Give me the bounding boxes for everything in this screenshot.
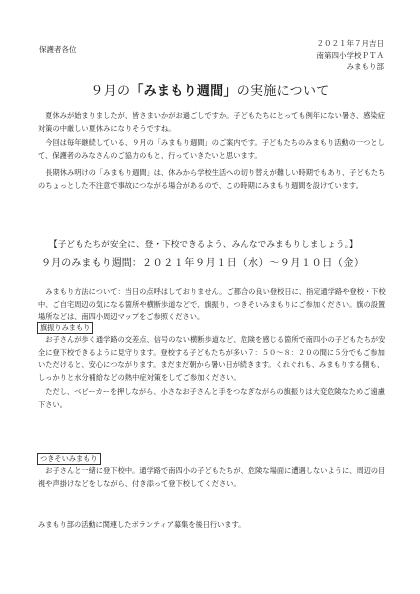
caution-paragraph <box>38 386 388 411</box>
title-highlight: 「みまもり週間」 <box>130 84 237 99</box>
caution-text: ただし、ベビーカーを押しながら、小さなお子さんと手をつなぎながらの旗振りは大変危険なためご遠慮下さい。 <box>38 387 385 409</box>
greeting-paragraph <box>38 110 388 135</box>
page-title <box>0 80 420 99</box>
sender-dept: みまもり部 <box>346 62 384 71</box>
intro-text: 今回は毎年継続している、９月の「みまもり週間」のご案内です。子どもたちのみまもり活動の一つとして、保護者のみなさんのご協力のもと、行っていきたいと思います。 <box>38 138 385 160</box>
method-paragraph <box>38 286 388 324</box>
period-dates: ２０２１年９月１日（水）～９月１０日（金） <box>142 258 365 269</box>
footer-note: みまもり部の活動に関連したボランティア募集を後日行います。 <box>38 520 246 529</box>
flag-watch-paragraph <box>38 334 388 384</box>
title-suffix: の実施について <box>236 84 330 99</box>
sender-block <box>317 38 385 73</box>
greeting-text: 夏休みが始まりましたが、皆さまいかがお過ごしですか。子どもたちにとっても例年にない暑さ、感染症対策の中厳しい夏休みになりそうですね。 <box>38 111 385 133</box>
sender-org: 南第四小学校ＰＴＡ <box>316 50 384 60</box>
addressee: 保護者各位 <box>39 45 77 54</box>
reason-text: 長期休み明けの「みまもり週間」は、休みから学校生活への切り替えが難しい時期でもあり、子どもたちのちょっとした不注意で事故につながる場合があるので、この時期にみまもり週間を設けています。 <box>38 168 386 190</box>
issue-date: ２０２１年７月吉日 <box>316 39 384 48</box>
title-prefix: ９月の <box>90 84 131 99</box>
slogan-banner: 【子どもたちが安全に、登・下校できるよう、みんなでみまもりしましょう。】 <box>49 240 358 250</box>
period-label: ９月のみまもり週間： <box>41 258 142 269</box>
flag-watch-heading: 旗振りみまもり <box>37 322 93 334</box>
escort-watch-paragraph <box>38 465 388 490</box>
escort-watch-text: お子さんと一緒に登下校中。通学路で南四小の子どもたちが、危険な場面に遭遇しないように、周辺の目視や声掛けなどをしながら、付き添って登下校してください。 <box>38 466 386 488</box>
method-text: みまもり方法について：当日の点呼はしておりません。ご都合の良い登校日に、指定通学路や登校・下校中、ご自宅周辺の気になる箇所や横断歩道などで、旗振り、つきそいみまもりにご参加ください。旗の設置場所などは、南四小周辺マップをご参照ください。 <box>38 287 386 322</box>
flag-watch-text: お子さんが歩く通学路の交差点、信号のない横断歩道など、危険を感じる箇所で南四小の子どもたちが安全に登下校できるように見守ります。登校する子どもたちが多い７：５０～８：２０の間に５分でもご参加いただけると、安心につながります。まだまだ朝から暑い日が続きます。くれぐれも、みまもりする側も、しっかりと水分補給などの熱中症対策をしてご参加ください。 <box>38 335 386 382</box>
reason-paragraph <box>38 167 388 192</box>
intro-paragraph <box>38 137 388 162</box>
period-line <box>41 254 365 269</box>
escort-watch-heading: つきそいみまもり <box>37 453 101 465</box>
